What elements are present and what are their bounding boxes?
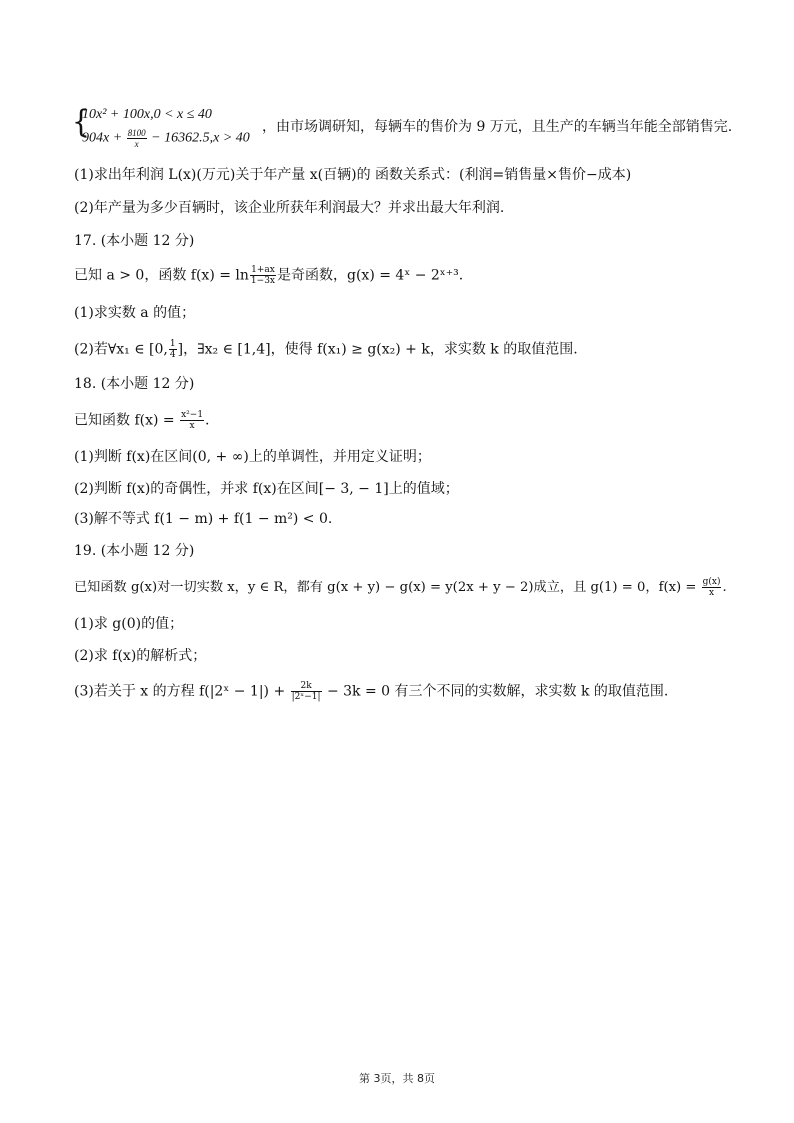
fraction: $\frac{2k}{\text{|2ˣ−1|}}$ [291,681,321,702]
q18-stem: 已知函数 f(x) = $\frac{\text{x²−1}}{x}$ . [74,410,210,431]
q16-part-2: (2)年产量为多少百辆时，该企业所获年利润最大？并求出最大年利润. [74,200,505,216]
q17-part-2: (2)若∀x₁ ∈ [0, $\frac{1}{4}$ ]，∃x₂ ∈ [1,4]，使得 f(x₁) ≥ g(x₂) + k，求实数 k 的取值范围. [74,339,578,360]
piecewise-case-1: 10x² + 100x,0 < x ≤ 40 [82,107,212,122]
fraction: $\frac{g(x)}{x}$ [702,577,721,598]
q19-part-3: (3)若关于 x 的方程 f(|2ˣ − 1|) + $\frac{2k}{\text{|2ˣ−1|}}$ − 3k = 0 有三个不同的实数解，求实数 k 的取值范围. [74,681,669,702]
q19-part-1: (1)求 g(0)的值； [74,616,184,632]
q19-part-2: (2)求 f(x)的解析式； [74,648,207,664]
q17-header: 17. (本小题 12 分) [74,233,195,249]
page-footer: 第 3页，共 8页 [359,1072,435,1085]
q18-part-1: (1)判断 f(x)在区间(0, + ∞)上的单调性，并用定义证明； [74,449,431,465]
fraction: $\frac{8100}{x}$ [127,128,146,149]
fraction: $\frac{\text{x²−1}}{x}$ [181,410,204,431]
q19-header: 19. (本小题 12 分) [74,543,195,559]
piecewise-case-2: 904x + $\frac{8100}{x}$ − 16362.5,x > 40 [82,128,250,149]
q17-part-1: (1)求实数 a 的值； [74,305,196,321]
piecewise-tail-text: ，由市场调研知，每辆车的售价为 9 万元，且生产的车辆当年能全部销售完. [262,119,733,135]
q18-header: 18. (本小题 12 分) [74,376,195,392]
q19-stem: 已知函数 g(x)对一切实数 x，y ∈ R，都有 g(x + y) − g(x) = y(2x + y − 2)成立，且 g(1) = 0，f(x) = $\frac{g(x)}{x}$ . [74,577,727,598]
piecewise-brace: { [72,103,90,140]
q18-part-3: (3)解不等式 f(1 − m) + f(1 − m²) < 0. [74,511,333,527]
q16-part-1: (1)求出年利润 L(x)(万元)关于年产量 x(百辆)的 函数关系式：(利润=销售量×售价−成本) [74,167,632,183]
q18-part-2: (2)判断 f(x)的奇偶性，并求 f(x)在区间[− 3, − 1]上的值域； [74,481,459,497]
q17-stem: 已知 a > 0，函数 f(x) = ln $\frac{1+ax}{1-3x}$ 是奇函数，g(x) = 4ˣ − 2ˣ⁺³. [74,265,464,286]
fraction: $\frac{1}{4}$ [169,339,176,360]
fraction: $\frac{1+ax}{1-3x}$ [250,265,275,286]
